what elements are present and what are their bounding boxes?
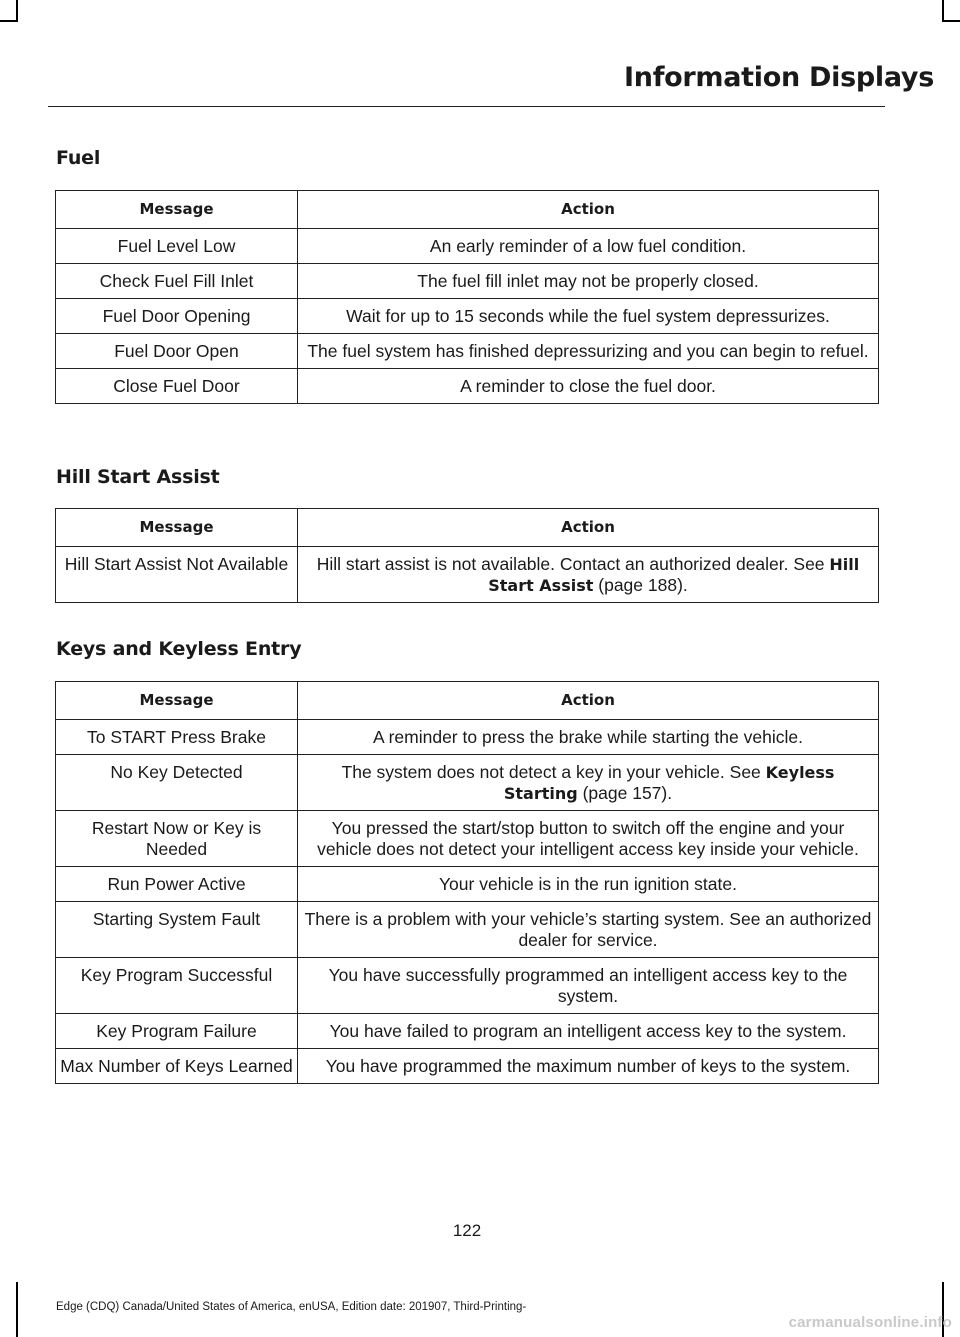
action-cell bbox=[298, 755, 879, 811]
column-header-action: Action bbox=[298, 509, 879, 547]
table-row bbox=[56, 299, 879, 334]
message-cell: No Key Detected bbox=[56, 755, 298, 811]
table-row bbox=[56, 264, 879, 299]
crop-mark bbox=[942, 0, 944, 22]
action-cell: There is a problem with your vehicle’s starting system. See an authorized dealer for service. bbox=[298, 902, 879, 958]
section-heading-hill-start-assist: Hill Start Assist bbox=[56, 466, 220, 488]
column-header-message: Message bbox=[56, 509, 298, 547]
message-cell: Hill Start Assist Not Available bbox=[56, 547, 298, 603]
action-cell: The fuel fill inlet may not be properly closed. bbox=[298, 264, 879, 299]
action-cell: A reminder to press the brake while starting the vehicle. bbox=[298, 720, 879, 755]
action-cell: Wait for up to 15 seconds while the fuel system depressurizes. bbox=[298, 299, 879, 334]
table-header-row bbox=[56, 509, 879, 547]
table-row bbox=[56, 369, 879, 404]
table-row bbox=[56, 902, 879, 958]
table-row bbox=[56, 547, 879, 603]
message-cell: Fuel Level Low bbox=[56, 229, 298, 264]
action-cell: Your vehicle is in the run ignition state. bbox=[298, 867, 879, 902]
crop-mark bbox=[16, 0, 18, 22]
action-cell: The fuel system has finished depressurizing and you can begin to refuel. bbox=[298, 334, 879, 369]
message-cell: Key Program Successful bbox=[56, 958, 298, 1014]
watermark: carmanualsonline.info bbox=[788, 1314, 952, 1331]
page-reference-link[interactable]: Keyless Starting bbox=[503, 763, 835, 803]
page-reference-link[interactable]: Hill Start Assist bbox=[488, 555, 860, 595]
table-row bbox=[56, 867, 879, 902]
message-cell: Check Fuel Fill Inlet bbox=[56, 264, 298, 299]
message-cell: Run Power Active bbox=[56, 867, 298, 902]
page-number: 122 bbox=[452, 1221, 482, 1240]
message-cell: Close Fuel Door bbox=[56, 369, 298, 404]
table-row bbox=[56, 755, 879, 811]
column-header-action: Action bbox=[298, 191, 879, 229]
message-cell: Fuel Door Opening bbox=[56, 299, 298, 334]
crop-mark bbox=[16, 1282, 18, 1337]
keys-keyless-entry-table bbox=[55, 681, 879, 1084]
action-cell: You have programmed the maximum number of keys to the system. bbox=[298, 1049, 879, 1084]
column-header-message: Message bbox=[56, 682, 298, 720]
action-cell: An early reminder of a low fuel condition. bbox=[298, 229, 879, 264]
action-cell: A reminder to close the fuel door. bbox=[298, 369, 879, 404]
crop-mark bbox=[943, 20, 960, 22]
see-prefix: See bbox=[729, 762, 761, 782]
page-reference-number: (page 188). bbox=[598, 575, 688, 595]
table-row bbox=[56, 1049, 879, 1084]
see-prefix: See bbox=[793, 554, 825, 574]
table-row bbox=[56, 720, 879, 755]
message-cell: Fuel Door Open bbox=[56, 334, 298, 369]
table-header-row bbox=[56, 191, 879, 229]
column-header-message: Message bbox=[56, 191, 298, 229]
table-row bbox=[56, 811, 879, 867]
message-cell: Restart Now or Key is Needed bbox=[56, 811, 298, 867]
table-header-row bbox=[56, 682, 879, 720]
fuel-table bbox=[55, 190, 879, 404]
hill-start-assist-table bbox=[55, 508, 879, 603]
table-row bbox=[56, 229, 879, 264]
action-cell bbox=[298, 547, 879, 603]
message-cell: To START Press Brake bbox=[56, 720, 298, 755]
message-cell: Max Number of Keys Learned bbox=[56, 1049, 298, 1084]
action-cell: You have failed to program an intelligent access key to the system. bbox=[298, 1014, 879, 1049]
footer-edition-text: Edge (CDQ) Canada/United States of America, enUSA, Edition date: 201907, Third-Printing- bbox=[56, 1301, 527, 1313]
section-heading-fuel: Fuel bbox=[56, 147, 101, 169]
action-cell: You pressed the start/stop button to switch off the engine and your vehicle does not detect your intelligent access key inside your vehicle. bbox=[298, 811, 879, 867]
page-reference-number: (page 157). bbox=[582, 783, 673, 803]
section-heading-keys-keyless-entry: Keys and Keyless Entry bbox=[56, 638, 302, 660]
page-title: Information Displays bbox=[624, 62, 934, 93]
message-cell: Key Program Failure bbox=[56, 1014, 298, 1049]
header-divider bbox=[48, 106, 885, 107]
action-text: The system does not detect a key in your vehicle. bbox=[341, 762, 725, 782]
table-row bbox=[56, 1014, 879, 1049]
action-text: Hill start assist is not available. Contact an authorized dealer. bbox=[316, 554, 789, 574]
table-row bbox=[56, 334, 879, 369]
table-row bbox=[56, 958, 879, 1014]
column-header-action: Action bbox=[298, 682, 879, 720]
action-cell: You have successfully programmed an intelligent access key to the system. bbox=[298, 958, 879, 1014]
message-cell: Starting System Fault bbox=[56, 902, 298, 958]
crop-mark bbox=[0, 20, 17, 22]
